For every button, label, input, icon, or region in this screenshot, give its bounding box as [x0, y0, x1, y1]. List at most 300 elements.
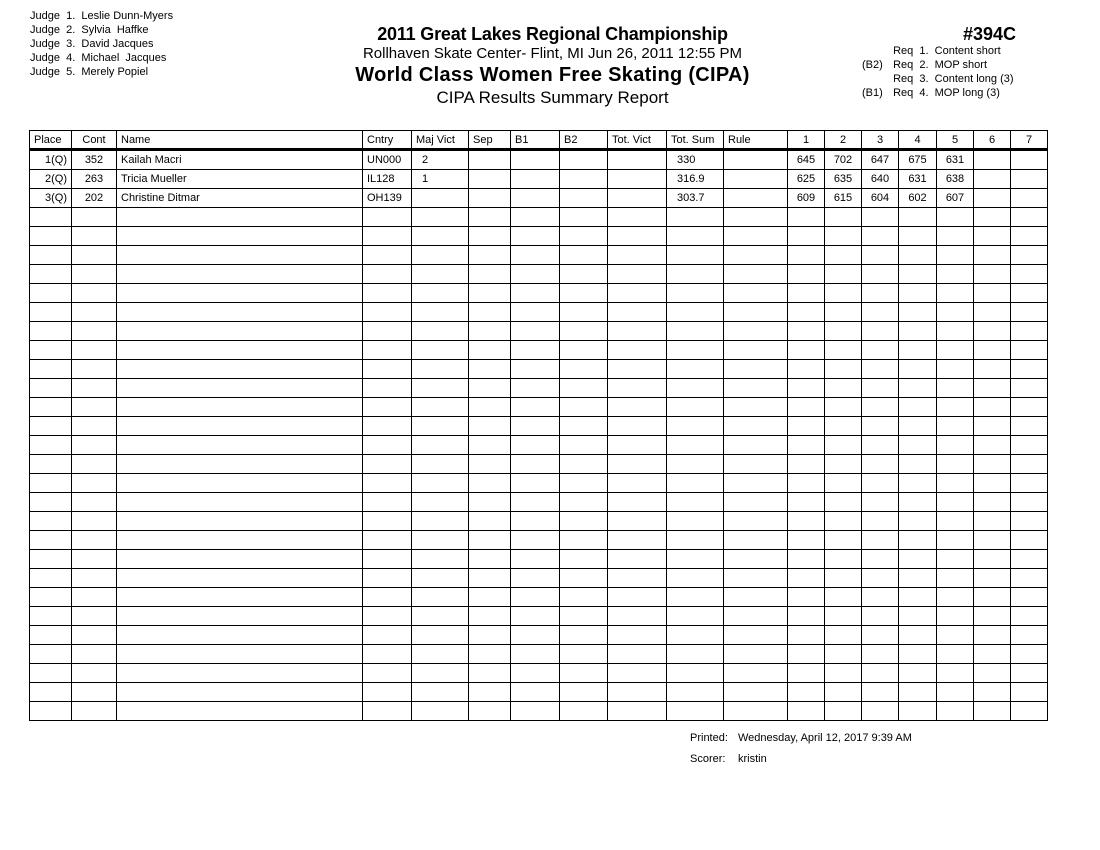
table-cell	[974, 208, 1011, 227]
table-cell	[937, 398, 974, 417]
table-cell	[974, 360, 1011, 379]
table-cell	[667, 379, 724, 398]
table-cell	[469, 493, 511, 512]
column-header: 5	[937, 131, 974, 150]
table-cell: 635	[825, 170, 862, 189]
table-cell	[937, 607, 974, 626]
table-cell	[1011, 607, 1048, 626]
table-cell	[974, 170, 1011, 189]
table-cell	[899, 265, 937, 284]
table-cell	[899, 702, 937, 721]
table-cell	[1011, 189, 1048, 208]
table-row	[30, 170, 1048, 189]
table-cell	[825, 436, 862, 455]
table-cell	[974, 607, 1011, 626]
table-cell	[724, 607, 788, 626]
table-cell	[899, 474, 937, 493]
column-header: Place	[30, 131, 72, 150]
table-cell	[724, 569, 788, 588]
table-cell	[608, 455, 667, 474]
table-cell	[862, 607, 899, 626]
table-cell	[1011, 474, 1048, 493]
table-cell	[30, 645, 72, 664]
judge-label: Judge 4.	[30, 52, 76, 64]
table-cell	[363, 436, 412, 455]
table-cell	[72, 455, 117, 474]
table-cell	[825, 702, 862, 721]
table-cell: 352	[72, 150, 117, 170]
table-cell	[825, 683, 862, 702]
table-cell	[667, 550, 724, 569]
table-cell	[974, 493, 1011, 512]
table-cell	[899, 246, 937, 265]
table-cell	[511, 341, 560, 360]
table-cell	[899, 227, 937, 246]
table-cell	[117, 322, 363, 341]
table-cell	[974, 569, 1011, 588]
table-cell	[862, 360, 899, 379]
requirements-list	[862, 44, 1014, 100]
table-cell	[974, 265, 1011, 284]
table-row-empty	[30, 683, 1048, 702]
table-cell	[511, 474, 560, 493]
table-cell	[72, 550, 117, 569]
table-cell	[412, 664, 469, 683]
table-cell	[469, 626, 511, 645]
table-cell	[862, 379, 899, 398]
table-cell	[560, 246, 608, 265]
table-cell	[724, 341, 788, 360]
table-cell	[608, 284, 667, 303]
table-cell	[862, 664, 899, 683]
table-cell	[974, 379, 1011, 398]
table-row-empty	[30, 569, 1048, 588]
table-cell	[511, 588, 560, 607]
table-cell	[788, 569, 825, 588]
table-cell	[560, 493, 608, 512]
table-cell	[72, 474, 117, 493]
table-cell	[974, 645, 1011, 664]
table-cell	[862, 227, 899, 246]
table-cell	[667, 493, 724, 512]
table-cell	[788, 227, 825, 246]
table-cell	[511, 607, 560, 626]
table-cell	[412, 189, 469, 208]
table-cell	[899, 284, 937, 303]
table-cell	[937, 531, 974, 550]
table-cell	[937, 588, 974, 607]
table-cell	[1011, 360, 1048, 379]
table-cell	[862, 322, 899, 341]
table-cell	[560, 645, 608, 664]
table-cell	[937, 512, 974, 531]
table-cell	[117, 341, 363, 360]
column-header: 3	[862, 131, 899, 150]
table-cell	[974, 702, 1011, 721]
column-header: 1	[788, 131, 825, 150]
table-cell	[788, 265, 825, 284]
table-row-empty	[30, 208, 1048, 227]
table-cell: 263	[72, 170, 117, 189]
table-cell	[899, 550, 937, 569]
table-cell	[30, 284, 72, 303]
results-table	[29, 130, 1048, 721]
table-cell	[937, 645, 974, 664]
table-cell	[724, 303, 788, 322]
table-cell	[724, 664, 788, 683]
table-cell	[1011, 265, 1048, 284]
table-cell	[667, 322, 724, 341]
table-cell	[899, 588, 937, 607]
table-cell	[511, 189, 560, 208]
table-cell	[1011, 208, 1048, 227]
table-cell	[1011, 493, 1048, 512]
table-cell	[608, 664, 667, 683]
scorer-line	[690, 749, 912, 770]
table-cell	[412, 455, 469, 474]
table-cell	[363, 379, 412, 398]
table-cell	[788, 683, 825, 702]
table-cell	[974, 550, 1011, 569]
table-cell	[788, 664, 825, 683]
table-cell	[862, 512, 899, 531]
table-cell: 1(Q)	[30, 150, 72, 170]
report-title: CIPA Results Summary Report	[436, 88, 669, 107]
table-cell	[72, 683, 117, 702]
table-cell	[30, 531, 72, 550]
table-cell	[608, 208, 667, 227]
table-cell	[1011, 436, 1048, 455]
table-cell	[974, 284, 1011, 303]
table-cell	[560, 455, 608, 474]
table-cell	[862, 246, 899, 265]
table-cell	[899, 322, 937, 341]
table-cell	[825, 455, 862, 474]
table-cell: OH139	[363, 189, 412, 208]
table-cell	[788, 208, 825, 227]
printed-value: Wednesday, April 12, 2017 9:39 AM	[738, 732, 912, 744]
table-cell	[724, 626, 788, 645]
requirement-1	[862, 44, 1014, 58]
table-cell	[825, 569, 862, 588]
table-cell	[825, 626, 862, 645]
table-cell	[363, 208, 412, 227]
table-cell	[724, 493, 788, 512]
judge-label: Judge 3.	[30, 38, 76, 50]
table-cell	[560, 284, 608, 303]
table-cell	[667, 246, 724, 265]
table-cell	[363, 683, 412, 702]
table-cell	[1011, 284, 1048, 303]
judge-3	[30, 37, 173, 51]
table-cell	[608, 531, 667, 550]
table-cell	[30, 455, 72, 474]
table-cell	[788, 303, 825, 322]
table-cell	[511, 493, 560, 512]
table-cell	[667, 284, 724, 303]
column-header: 6	[974, 131, 1011, 150]
table-cell: 647	[862, 150, 899, 170]
table-cell	[862, 683, 899, 702]
requirement-2	[862, 58, 1014, 72]
table-cell	[412, 474, 469, 493]
table-cell	[30, 550, 72, 569]
table-cell	[862, 531, 899, 550]
table-cell	[974, 474, 1011, 493]
table-cell	[117, 265, 363, 284]
column-header: Name	[117, 131, 363, 150]
table-cell	[862, 493, 899, 512]
table-cell	[1011, 398, 1048, 417]
table-cell	[862, 208, 899, 227]
table-cell	[72, 303, 117, 322]
table-cell	[1011, 588, 1048, 607]
table-cell	[511, 208, 560, 227]
table-cell: 640	[862, 170, 899, 189]
table-cell	[469, 303, 511, 322]
judge-name: Sylvia Haffke	[81, 24, 149, 36]
table-cell: 202	[72, 189, 117, 208]
column-header: 4	[899, 131, 937, 150]
table-cell	[412, 436, 469, 455]
table-cell	[72, 284, 117, 303]
table-cell	[608, 170, 667, 189]
table-cell	[363, 569, 412, 588]
table-cell	[560, 150, 608, 170]
table-cell	[30, 341, 72, 360]
table-cell	[974, 626, 1011, 645]
table-cell	[469, 436, 511, 455]
table-cell: Kailah Macri	[117, 150, 363, 170]
table-cell: 316.9	[667, 170, 724, 189]
table-cell	[608, 265, 667, 284]
table-cell	[788, 398, 825, 417]
table-cell: 1	[412, 170, 469, 189]
table-cell	[560, 531, 608, 550]
table-cell	[469, 246, 511, 265]
table-cell	[937, 455, 974, 474]
table-cell	[974, 150, 1011, 170]
table-cell	[469, 379, 511, 398]
table-cell	[825, 360, 862, 379]
requirement-prefix: (B1)	[862, 87, 883, 99]
judge-name: Michael Jacques	[81, 52, 167, 64]
printed-label: Printed:	[690, 732, 728, 744]
table-row	[30, 150, 1048, 170]
table-cell	[511, 360, 560, 379]
judge-5	[30, 65, 173, 79]
table-cell	[412, 702, 469, 721]
table-cell	[974, 531, 1011, 550]
table-cell	[117, 531, 363, 550]
table-cell	[511, 246, 560, 265]
table-cell	[117, 493, 363, 512]
table-cell	[667, 398, 724, 417]
table-cell	[469, 474, 511, 493]
table-cell	[667, 531, 724, 550]
table-cell	[974, 189, 1011, 208]
table-cell	[825, 645, 862, 664]
table-cell: 675	[899, 150, 937, 170]
table-row-empty	[30, 626, 1048, 645]
table-cell	[899, 626, 937, 645]
table-cell	[608, 227, 667, 246]
table-cell	[788, 702, 825, 721]
table-cell	[825, 493, 862, 512]
table-cell	[974, 436, 1011, 455]
table-cell	[825, 398, 862, 417]
table-cell	[899, 607, 937, 626]
judge-name: David Jacques	[81, 38, 154, 50]
table-cell	[117, 455, 363, 474]
table-cell	[788, 531, 825, 550]
table-cell	[511, 569, 560, 588]
table-cell	[30, 360, 72, 379]
table-cell	[1011, 569, 1048, 588]
table-cell	[974, 227, 1011, 246]
table-cell	[560, 398, 608, 417]
table-cell	[412, 284, 469, 303]
table-cell	[899, 683, 937, 702]
footer	[690, 728, 912, 770]
judges-list	[30, 9, 173, 79]
table-cell	[469, 341, 511, 360]
table-cell	[608, 683, 667, 702]
table-cell	[363, 227, 412, 246]
table-cell	[469, 531, 511, 550]
table-cell	[825, 208, 862, 227]
requirement-label: Req 1. Content short	[893, 45, 1001, 57]
table-cell	[72, 322, 117, 341]
table-cell	[511, 664, 560, 683]
table-cell	[1011, 683, 1048, 702]
table-cell	[788, 645, 825, 664]
table-cell	[937, 341, 974, 360]
table-cell	[469, 398, 511, 417]
table-cell	[825, 227, 862, 246]
table-cell	[560, 702, 608, 721]
table-cell	[724, 246, 788, 265]
table-row-empty	[30, 474, 1048, 493]
table-cell	[899, 645, 937, 664]
table-cell	[30, 417, 72, 436]
table-cell	[937, 246, 974, 265]
table-cell	[363, 360, 412, 379]
table-cell	[560, 265, 608, 284]
table-row-empty	[30, 702, 1048, 721]
table-cell	[30, 303, 72, 322]
table-cell	[560, 512, 608, 531]
table-row-empty	[30, 531, 1048, 550]
table-cell	[30, 683, 72, 702]
table-cell	[667, 512, 724, 531]
table-cell	[862, 284, 899, 303]
table-cell	[511, 303, 560, 322]
table-cell	[825, 664, 862, 683]
table-cell	[724, 645, 788, 664]
table-cell	[72, 417, 117, 436]
column-header: Tot. Sum	[667, 131, 724, 150]
table-cell	[363, 493, 412, 512]
table-cell: UN000	[363, 150, 412, 170]
table-cell	[937, 227, 974, 246]
table-cell	[117, 702, 363, 721]
table-cell	[560, 569, 608, 588]
table-cell	[30, 436, 72, 455]
table-cell	[412, 645, 469, 664]
column-header: Cont	[72, 131, 117, 150]
judge-2	[30, 23, 173, 37]
table-cell	[974, 322, 1011, 341]
table-cell	[1011, 417, 1048, 436]
table-cell	[862, 702, 899, 721]
table-cell	[363, 455, 412, 474]
table-row-empty	[30, 341, 1048, 360]
table-cell	[862, 417, 899, 436]
table-cell	[560, 208, 608, 227]
table-cell	[117, 664, 363, 683]
table-cell	[724, 474, 788, 493]
table-cell: 631	[899, 170, 937, 189]
table-cell	[560, 683, 608, 702]
table-cell	[825, 512, 862, 531]
table-cell	[30, 493, 72, 512]
table-cell	[788, 493, 825, 512]
table-cell	[30, 626, 72, 645]
table-cell	[412, 360, 469, 379]
table-cell	[117, 360, 363, 379]
table-cell	[30, 265, 72, 284]
table-cell	[1011, 150, 1048, 170]
table-cell	[363, 626, 412, 645]
table-cell	[117, 227, 363, 246]
table-cell	[412, 208, 469, 227]
table-cell	[667, 474, 724, 493]
table-cell	[511, 702, 560, 721]
table-cell	[937, 208, 974, 227]
table-cell	[469, 360, 511, 379]
table-cell	[469, 664, 511, 683]
table-cell	[1011, 303, 1048, 322]
table-row-empty	[30, 284, 1048, 303]
table-cell	[560, 170, 608, 189]
table-cell	[117, 626, 363, 645]
table-cell	[72, 531, 117, 550]
table-cell	[72, 436, 117, 455]
table-cell	[511, 550, 560, 569]
table-cell	[30, 208, 72, 227]
table-cell	[72, 341, 117, 360]
table-cell: IL128	[363, 170, 412, 189]
table-cell	[724, 455, 788, 474]
table-cell	[862, 474, 899, 493]
table-cell	[788, 607, 825, 626]
table-cell	[788, 246, 825, 265]
table-cell	[511, 436, 560, 455]
table-cell: 615	[825, 189, 862, 208]
table-cell	[30, 664, 72, 683]
table-cell	[608, 398, 667, 417]
table-cell	[412, 683, 469, 702]
column-header: Cntry	[363, 131, 412, 150]
table-cell	[412, 569, 469, 588]
table-cell	[469, 512, 511, 531]
table-cell	[469, 569, 511, 588]
table-cell	[469, 227, 511, 246]
table-cell	[117, 474, 363, 493]
table-cell	[117, 436, 363, 455]
table-cell	[937, 474, 974, 493]
